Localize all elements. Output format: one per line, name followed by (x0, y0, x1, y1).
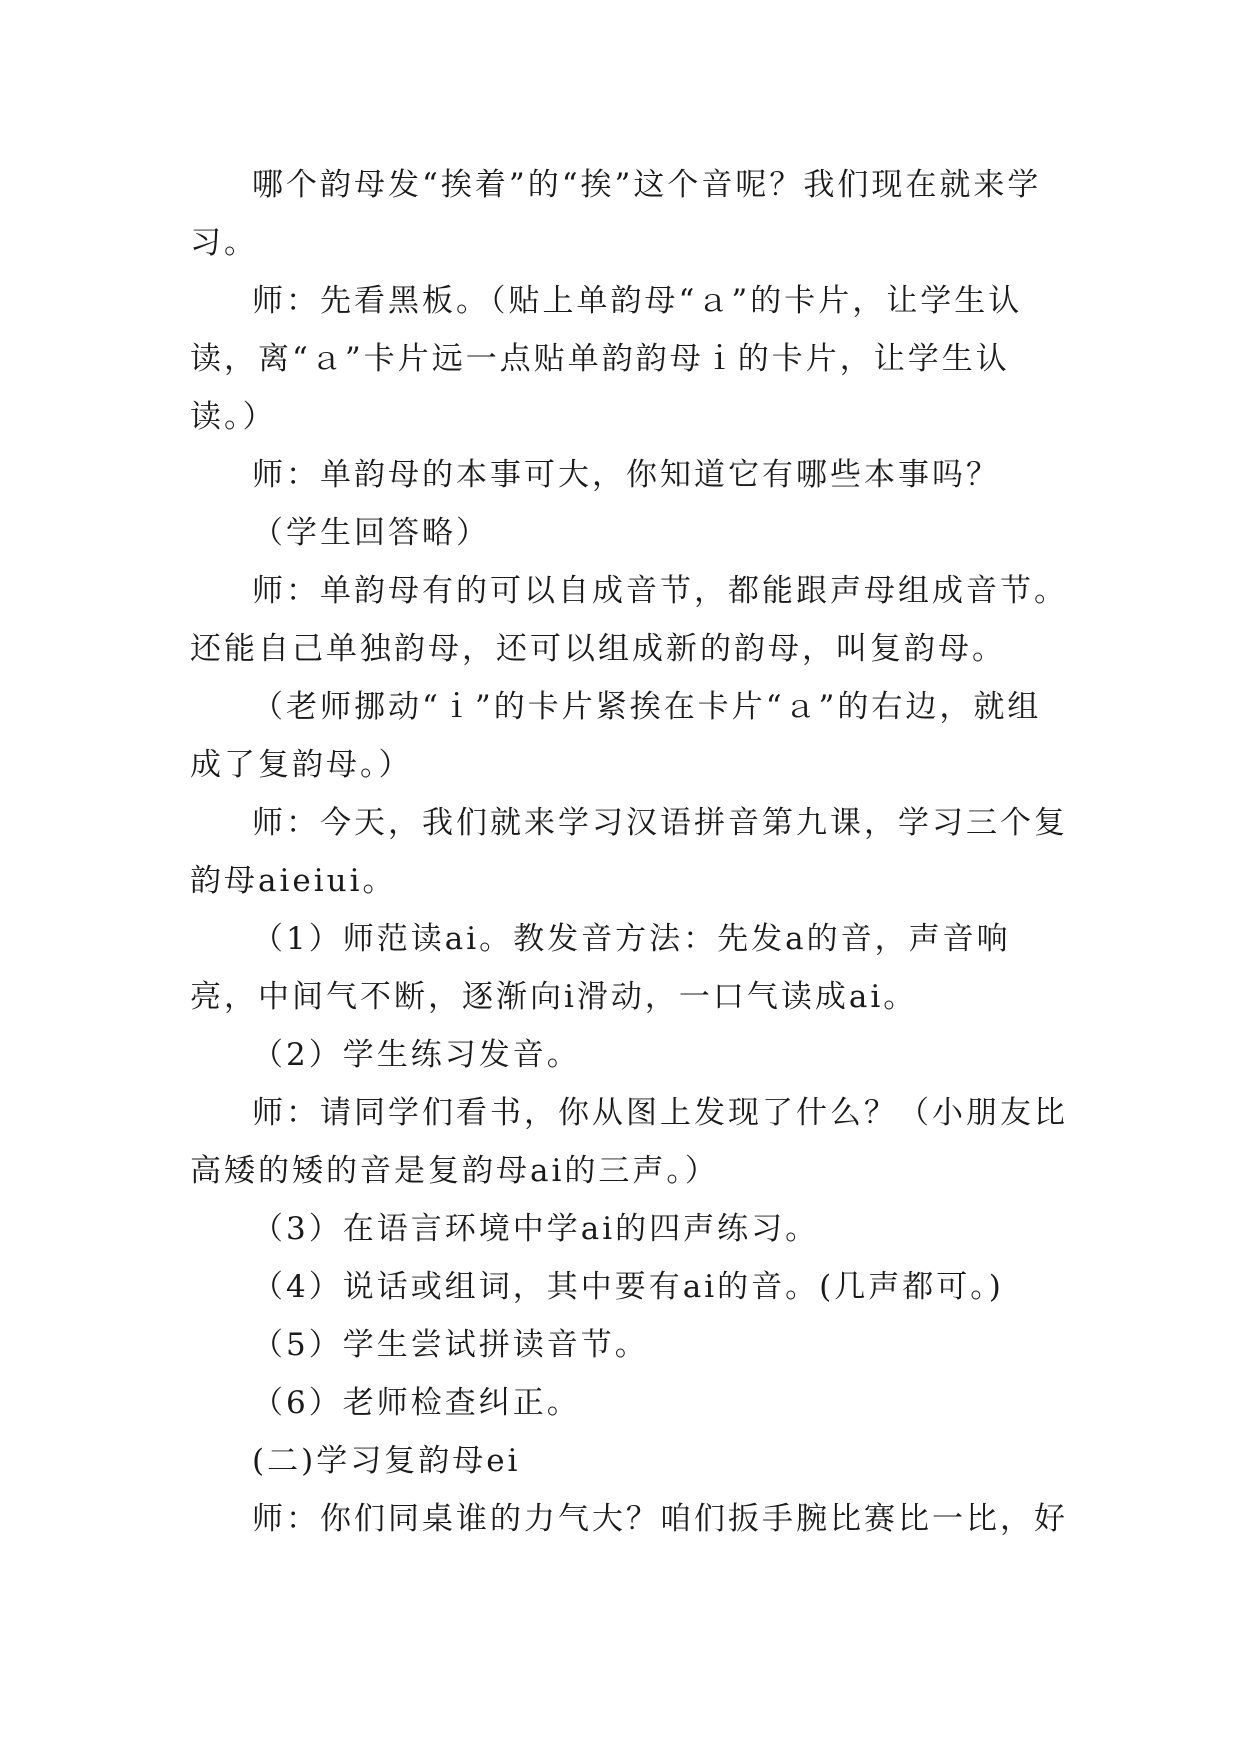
section-heading: (二)学习复韵母ei (252, 1443, 521, 1479)
paragraph: （4）说话或组词，其中要有ai的音。(几声都可。) (252, 1269, 1004, 1305)
paragraph: 师：你们同桌谁的力气大？咱们扳手腕比赛比一比，好 (252, 1501, 1068, 1537)
paragraph: 师：先看黑板。（贴上单韵母“ａ”的卡片，让学生认读，离“ａ”卡片远一点贴单韵韵母ｉ的卡片，让学生认读。） (190, 283, 1023, 435)
paragraph: （2）学生练习发音。 (252, 1037, 581, 1073)
paragraph: （5）学生尝试拼读音节。 (252, 1327, 649, 1363)
paragraph: 师：单韵母的本事可大，你知道它有哪些本事吗？ (252, 457, 1000, 493)
paragraph: 师：单韵母有的可以自成音节，都能跟声母组成音节。还能自己单独韵母，还可以组成新的韵母，叫复韵母。 (190, 573, 1068, 667)
paragraph: （学生回答略） (252, 515, 490, 551)
document-body (190, 156, 1070, 1548)
paragraph: 哪个韵母发“挨着”的“挨”这个音呢？我们现在就来学习。 (190, 167, 1042, 261)
paragraph: （1）师范读ai。教发音方法：先发a的音，声音响亮，中间气不断，逐渐向i滑动，一口气读成ai。 (190, 921, 1011, 1015)
paragraph: 师：请同学们看书，你从图上发现了什么？（小朋友比高矮的矮的音是复韵母ai的三声。） (190, 1095, 1068, 1189)
paragraph: （3）在语言环境中学ai的四声练习。 (252, 1211, 820, 1247)
paragraph: （老师挪动“ｉ”的卡片紧挨在卡片“ａ”的右边，就组成了复韵母。） (190, 689, 1042, 783)
paragraph: （6）老师检查纠正。 (252, 1385, 581, 1421)
paragraph: 师：今天，我们就来学习汉语拼音第九课，学习三个复韵母aieiui。 (190, 805, 1068, 899)
